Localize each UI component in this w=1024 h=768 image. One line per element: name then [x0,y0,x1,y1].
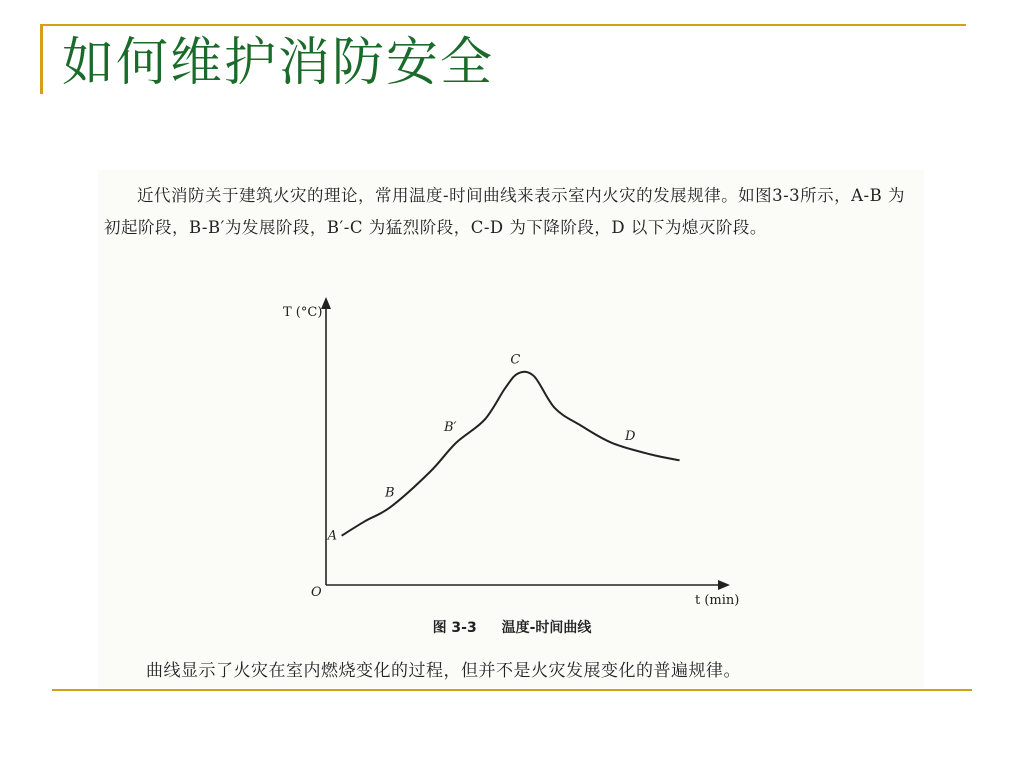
figure-caption [0,617,1024,637]
point-label-a: A [327,528,337,544]
figure-title: 温度-时间曲线 [501,620,592,636]
y-axis-label: T (°C) [283,305,323,320]
slide-title: 如何维护消防安全 [62,33,495,93]
origin-label: O [311,585,322,600]
body-paragraph: 近代消防关于建筑火灾的理论，常用温度-时间曲线来表示室内火灾的发展规律。如图3-3所示，A-B 为初起阶段，B-B′为发展阶段，B′-C 为猛烈阶段，C-D 为下降阶段，D 以下为熄灭阶段。 [104,186,906,237]
point-label-d: D [625,428,636,444]
figure-number: 图 3-3 [432,620,477,636]
point-label-c: C [510,352,521,368]
chart-axes [283,297,739,608]
y-axis-arrow [321,297,331,309]
x-axis-label: t (min) [695,593,740,608]
bottom-rule [52,689,972,691]
footer-text: 曲线显示了火灾在室内燃烧变化的过程，但并不是火灾发展变化的普遍规律。 [146,661,741,681]
point-label-b: B [385,485,395,501]
chart-curve-layer [342,372,680,536]
x-axis-arrow [718,580,730,590]
chart-annotation-layer [327,352,636,543]
temperature-curve [342,372,680,536]
point-label-b-prime: B′ [444,419,457,435]
